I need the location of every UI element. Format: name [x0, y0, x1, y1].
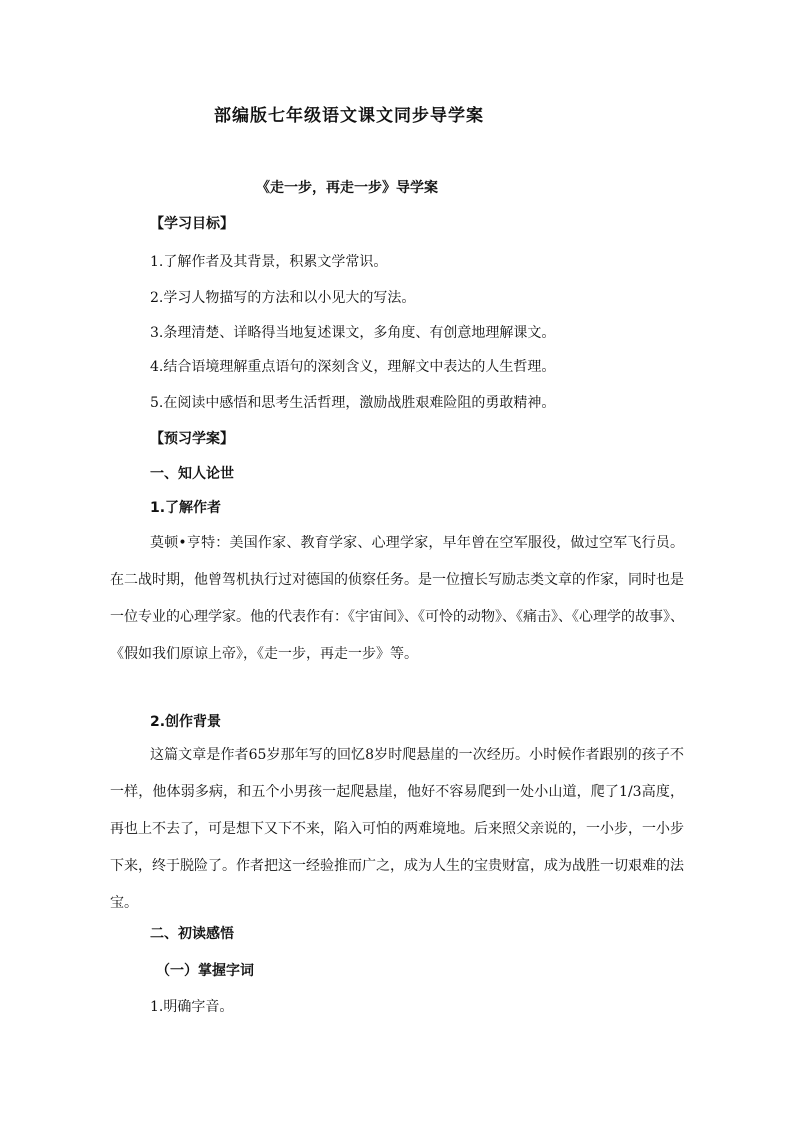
author-paragraph: 莫顿•亨特：美国作家、教育学家、心理学家，早年曾在空军服役，做过空军飞行员。在二战时期，他曾驾机执行过对德国的侦察任务。是一位擅长写励志类文章的作家，同时也是一位专业的心理学家。他的代表作有：《宇宙间》、《可怜的动物》、《痛击》、《心理学的故事》、《假如我们原谅上帝》，《走一步，再走一步》等。 [110, 535, 684, 662]
objective-item: 4.结合语境理解重点语句的深刻含义，理解文中表达的人生哲理。 [150, 359, 556, 375]
background-heading: 2.创作背景 [150, 714, 222, 730]
section-heading: 二、初读感悟 [150, 926, 234, 942]
subsection-heading: （一）掌握字词 [156, 963, 254, 979]
objective-item: 5.在阅读中感悟和思考生活哲理，激励战胜艰难险阻的勇敢精神。 [150, 395, 556, 411]
section-heading: 一、知人论世 [150, 466, 234, 482]
objective-item: 3.条理清楚、详略得当地复述课文，多角度、有创意地理解课文。 [150, 325, 556, 341]
objective-item: 1.了解作者及其背景，积累文学常识。 [150, 254, 388, 270]
author-heading: 1.了解作者 [150, 500, 222, 516]
objectives-heading: 【学习目标】 [150, 216, 234, 232]
background-paragraph: 这篇文章是作者65岁那年写的回忆8岁时爬悬崖的一次经历。小时候作者跟别的孩子不一样，他体弱多病，和五个小男孩一起爬悬崖，他好不容易爬到一处小山道，爬了1/3高度，再也上不去了，可是想下又下不来，陷入可怕的两难境地。后来照父亲说的，一小步，一小步下来，终于脱险了。作者把这一经验推而广之，成为人生的宝贵财富，成为战胜一切艰难的法宝。 [110, 747, 684, 911]
lesson-title: 《走一步，再走一步》导学案 [256, 180, 438, 196]
document-title: 部编版七年级语文课文同步导学案 [214, 106, 484, 126]
objective-item: 2.学习人物描写的方法和以小见大的写法。 [150, 290, 416, 306]
list-item: 1.明确字音。 [150, 999, 234, 1015]
preview-heading: 【预习学案】 [150, 431, 234, 447]
